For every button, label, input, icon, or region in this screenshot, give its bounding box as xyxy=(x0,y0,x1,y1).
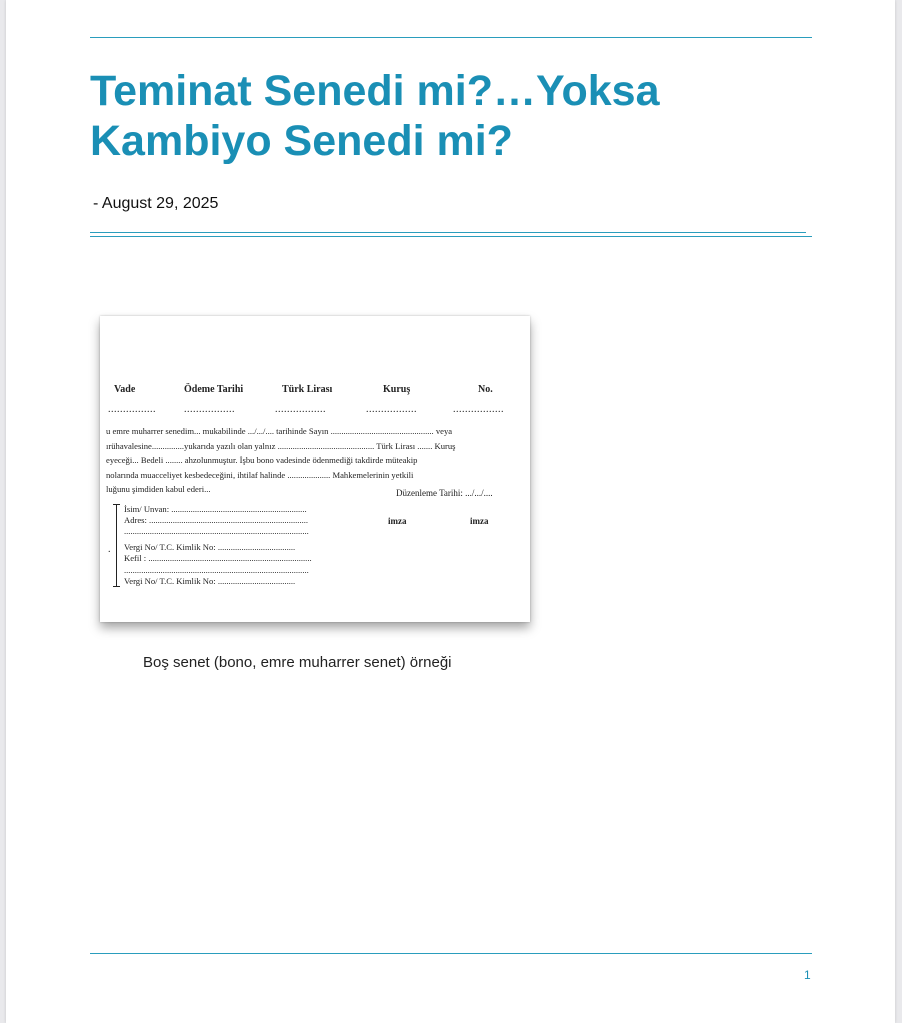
post-date: - August 29, 2025 xyxy=(93,195,219,212)
party-bracket xyxy=(116,504,117,587)
party-line: Adres: .......................................................................... xyxy=(124,515,309,525)
header-divider xyxy=(90,232,806,233)
form-blank: ................ xyxy=(108,404,156,415)
form-body-line: luğunu şimdiden kabul ederi... xyxy=(106,484,211,495)
party-line: Vergi No/ T.C. Kimlik No: .................................... xyxy=(124,542,296,552)
signature-label: imza xyxy=(470,516,489,526)
party-line: Kefil : ............................................................................ xyxy=(124,553,312,563)
header-divider xyxy=(90,236,812,237)
bullet-mark: . xyxy=(108,544,111,555)
signature-label: imza xyxy=(388,516,407,526)
form-blank: ................. xyxy=(184,404,235,415)
top-divider xyxy=(90,37,812,38)
form-header-turk-lirasi: Türk Lirası xyxy=(282,384,333,395)
form-header-kurus: Kuruş xyxy=(383,384,411,395)
form-body-line: u emre muharrer senedim... mukabilinde .../.../.... tarihinde Sayın ................................................ veya xyxy=(106,426,453,436)
image-caption: Boş senet (bono, emre muharrer senet) örneği xyxy=(143,654,452,671)
form-blank: ................. xyxy=(453,404,504,415)
issue-date-label: Düzenleme Tarihi: .../.../.... xyxy=(396,488,493,498)
footer-divider xyxy=(90,953,812,954)
party-line: ...................................................................................... xyxy=(124,565,309,575)
page-title: Teminat Senedi mi?…Yoksa Kambiyo Senedi mi? xyxy=(90,67,660,165)
form-blank: ................. xyxy=(366,404,417,415)
form-header-odeme-tarihi: Ödeme Tarihi xyxy=(184,384,244,395)
party-line: ...................................................................................... xyxy=(124,526,309,536)
form-body-line: ırühavalesine...............yukarıda yazılı olan yalnız ............................................. Türk Lirası ....... Kuruş xyxy=(106,440,456,451)
form-body-text xyxy=(106,424,518,497)
party-line: Vergi No/ T.C. Kimlik No: .................................... xyxy=(124,576,296,586)
form-body-line: nolarında muacceliyet kesbedeceğini, ihtilaf halinde .................... Mahkemelerinin yetkili xyxy=(106,469,414,480)
form-blank: ................. xyxy=(275,404,326,415)
form-body-line: eyeceği... Bedeli ........ ahzolunmuştur. İşbu bono vadesinde ödenmediği takdirde müteakip xyxy=(106,455,418,466)
promissory-note-image xyxy=(100,316,530,622)
form-header-no: No. xyxy=(478,384,493,395)
party-line: İsim/ Unvan: ............................................................... xyxy=(124,504,307,514)
form-header-vade: Vade xyxy=(114,384,136,395)
page-number: 1 xyxy=(804,968,811,982)
document-page xyxy=(6,0,895,1023)
